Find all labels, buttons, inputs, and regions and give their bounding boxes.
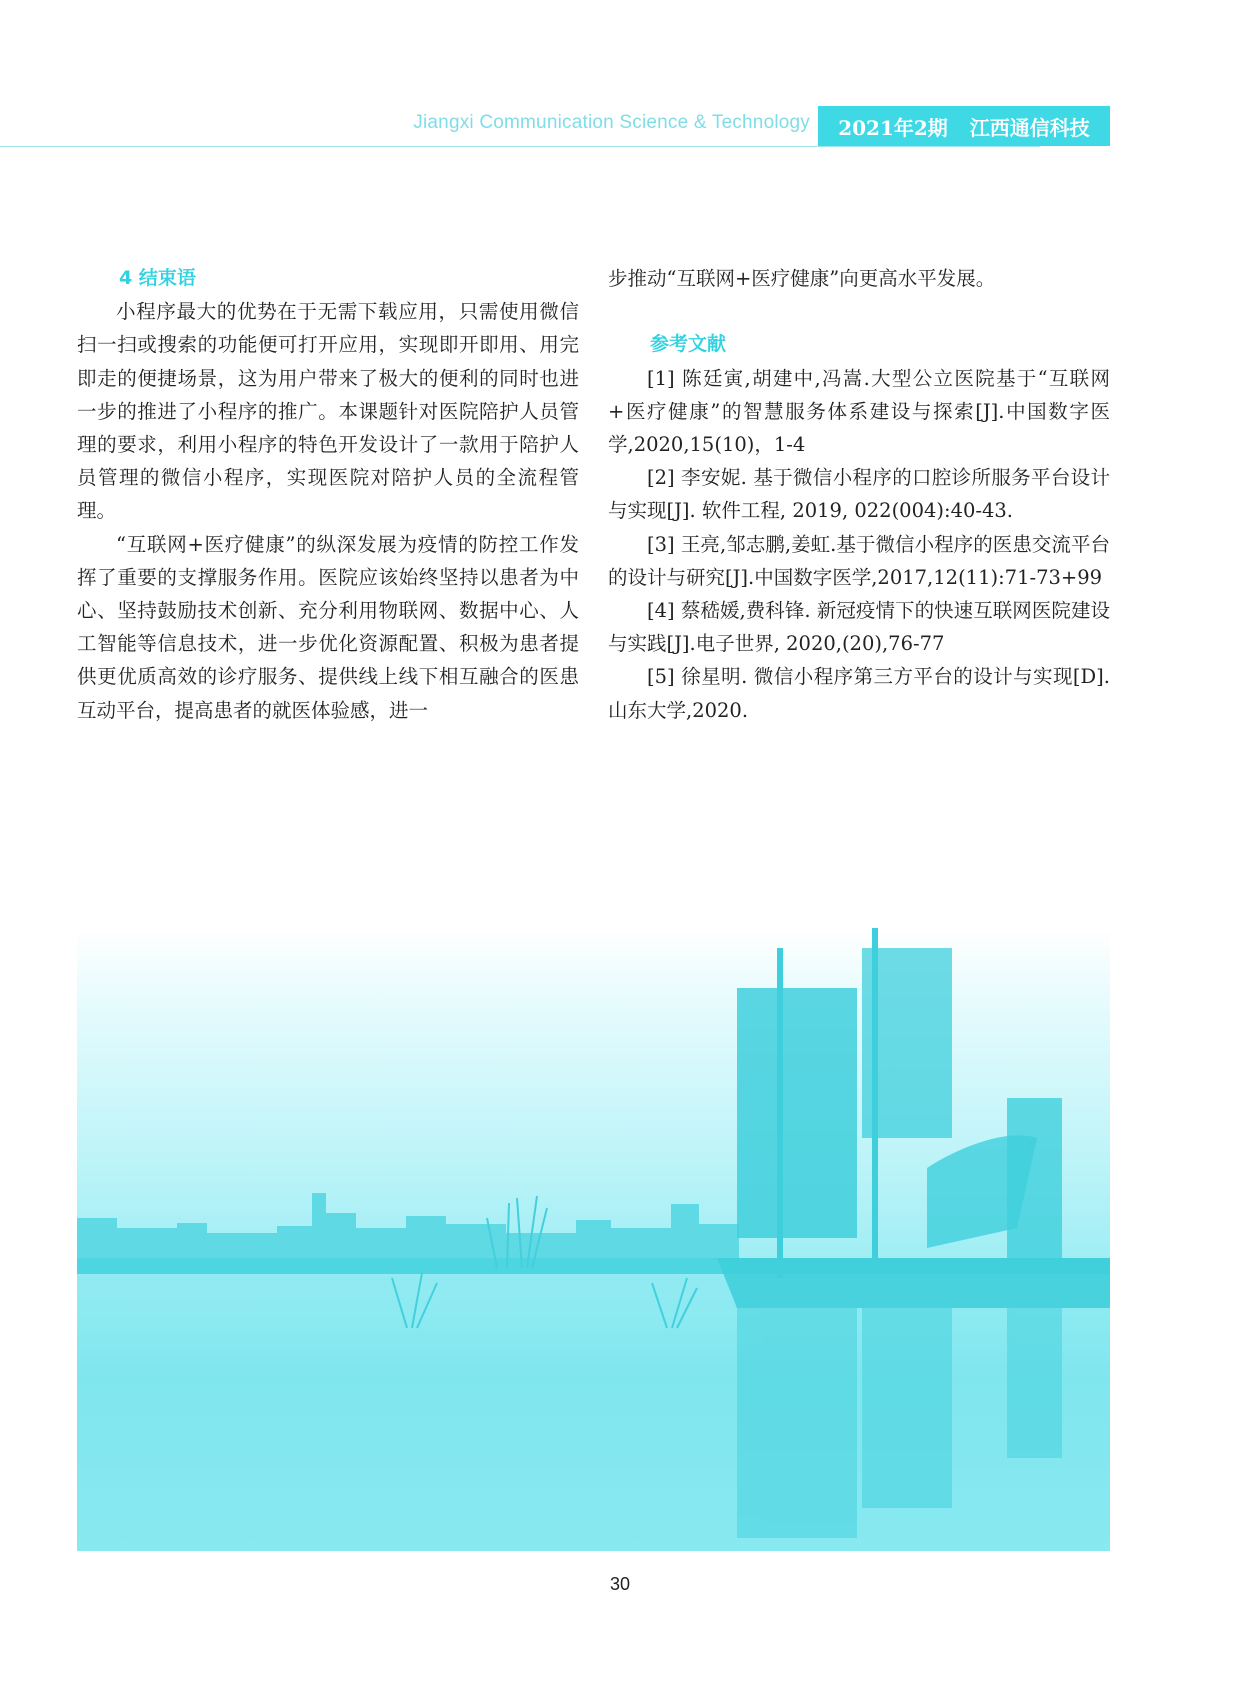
- section-title-conclusion: 4 结束语: [119, 267, 196, 289]
- reference-item-1: [1] 陈廷寅,胡建中,冯嵩.大型公立医院基于“互联网+医疗健康”的智慧服务体系建设与探索[J].中国数字医学,2020,15(10)，1-4: [608, 366, 1110, 456]
- conclusion-paragraph-1: 小程序最大的优势在于无需下载应用，只需使用微信扫一扫或搜索的功能便可打开应用，实现即开即用、用完即走的便捷场景，这为用户带来了极大的便利的同时也进一步的推进了小程序的推广。本课题针对医院陪护人员管理的要求，利用小程序的特色开发设计了一款用于陪护人员管理的微信小程序，实现医院对陪护人员的全流程管理。: [77, 300, 579, 523]
- journal-name: 江西通信科技: [969, 115, 1090, 140]
- reference-item-5: [5] 徐星明. 微信小程序第三方平台的设计与实现[D].山东大学,2020.: [608, 665, 1110, 722]
- conclusion-continuation: 步推动“互联网+医疗健康”向更高水平发展。: [608, 267, 996, 290]
- references-title: 参考文献: [650, 333, 727, 356]
- sailing-ship: [717, 928, 1110, 1308]
- journal-issue-banner: [818, 106, 1110, 146]
- reference-item-4: [4] 蔡嵇媛,费科锋. 新冠疫情下的快速互联网医院建设与实践[J].电子世界, 2020,(20),76-77: [608, 599, 1110, 656]
- reference-item-2: [2] 李安妮. 基于微信小程序的口腔诊所服务平台设计与实现[J]. 软件工程, 2019, 022(004):40-43.: [608, 466, 1110, 523]
- header-divider: [0, 146, 1040, 147]
- page-number: 30: [609, 1574, 631, 1594]
- issue-label: 2021年2期: [838, 115, 948, 140]
- left-column: [77, 262, 579, 727]
- journal-english-title: Jiangxi Communication Science & Technology: [413, 112, 810, 133]
- right-column: [608, 262, 1110, 727]
- conclusion-paragraph-2: “互联网+医疗健康”的纵深发展为疫情的防控工作发挥了重要的支撑服务作用。医院应该始终坚持以患者为中心、坚持鼓励技术创新、充分利用物联网、数据中心、人工智能等信息技术，进一步优化资源配置、积极为患者提供更优质高效的诊疗服务、提供线上线下相互融合的医患互动平台，提高患者的就医体验感，进一: [77, 532, 579, 722]
- reference-item-3: [3] 王亮,邹志鹏,姜虹.基于微信小程序的医患交流平台的设计与研究[J].中国数字医学,2017,12(11):71-73+99: [608, 532, 1110, 589]
- city-skyline: [77, 1193, 739, 1260]
- decorative-photo-river-ship: [77, 928, 1110, 1551]
